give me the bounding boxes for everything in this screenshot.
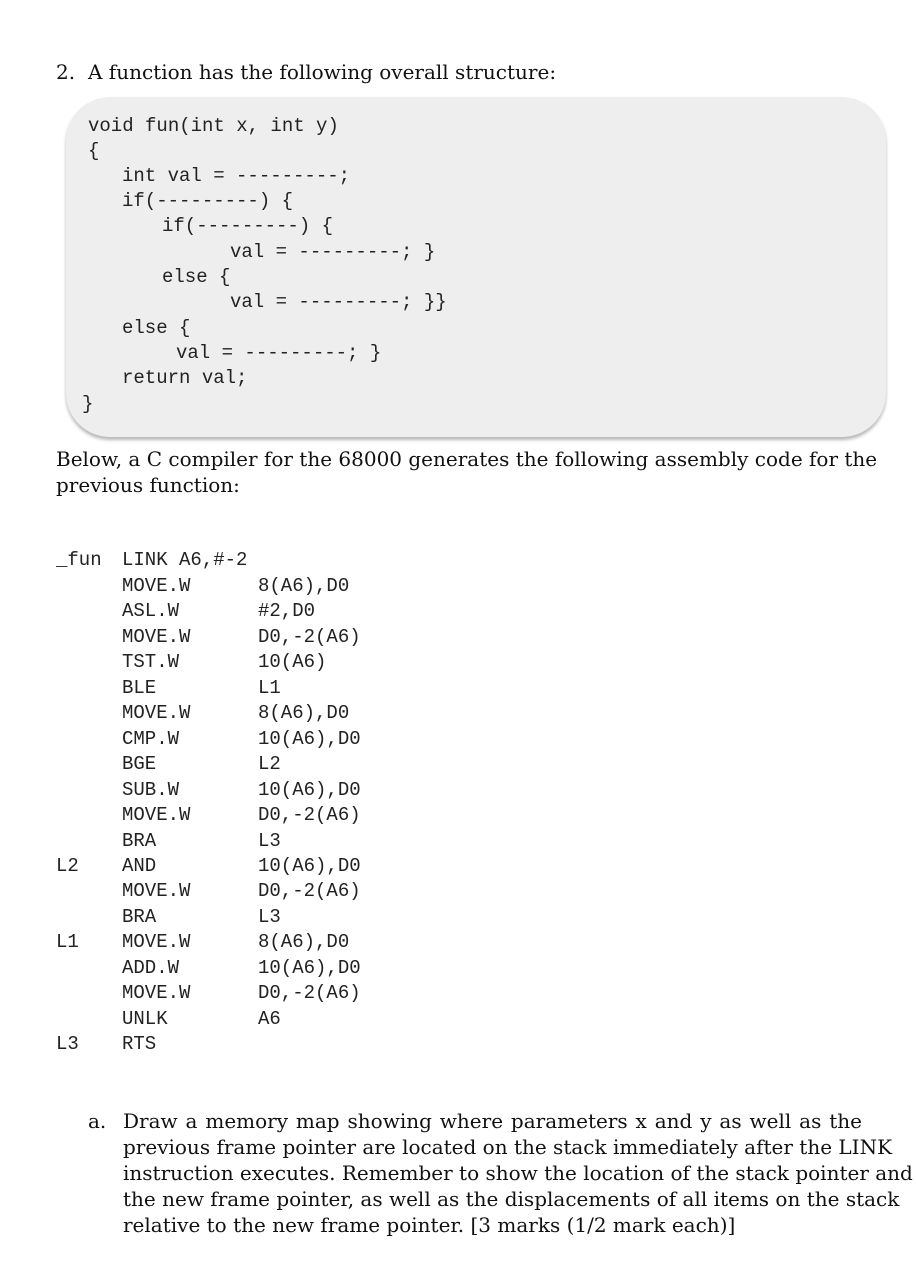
code-line: else {: [122, 317, 191, 339]
code-line: else {: [162, 266, 231, 288]
asm-arg: D0,-2(A6): [258, 804, 361, 826]
asm-arg: D0,-2(A6): [258, 880, 361, 902]
asm-op: MOVE.W: [122, 702, 191, 724]
code-line: if(---------) {: [122, 190, 294, 212]
asm-arg: 8(A6),D0: [258, 702, 350, 724]
question-text: A function has the following overall structure:: [88, 60, 557, 84]
code-line: val = ---------; }}: [230, 291, 447, 313]
question-header: [56, 60, 556, 84]
asm-op: MOVE.W: [122, 931, 191, 953]
part-a-line: instruction executes. Remember to show the location of the stack pointer and: [123, 1161, 913, 1185]
asm-op: RTS: [122, 1033, 157, 1055]
asm-op: MOVE.W: [122, 626, 191, 648]
code-line: int val = ---------;: [122, 165, 351, 187]
asm-arg: D0,-2(A6): [258, 982, 361, 1004]
asm-op: MOVE.W: [122, 575, 191, 597]
asm-arg: 10(A6),D0: [258, 855, 361, 877]
asm-arg: 10(A6): [258, 651, 327, 673]
asm-arg: D0,-2(A6): [258, 626, 361, 648]
asm-op: BLE: [122, 677, 157, 699]
asm-arg: 8(A6),D0: [258, 931, 350, 953]
code-line: return val;: [122, 367, 248, 389]
asm-arg: 10(A6),D0: [258, 957, 361, 979]
asm-label: L1: [56, 931, 79, 953]
asm-arg: 10(A6),D0: [258, 779, 361, 801]
asm-op: ASL.W: [122, 600, 180, 622]
part-a-line: the new frame pointer, as well as the displacements of all items on the stack: [123, 1187, 900, 1211]
asm-label: L3: [56, 1033, 79, 1055]
code-line: val = ---------; }: [230, 241, 436, 263]
asm-op: TST.W: [122, 651, 180, 673]
part-a-line: Draw a memory map showing where parameters x and y as well as the: [123, 1109, 862, 1133]
question-number: 2.: [56, 60, 76, 84]
asm-arg: L3: [258, 906, 281, 928]
asm-op: CMP.W: [122, 728, 180, 750]
intro-line-1: Below, a C compiler for the 68000 generates the following assembly code for the: [56, 447, 878, 471]
asm-op: ADD.W: [122, 957, 180, 979]
asm-op: BRA: [122, 906, 157, 928]
intro-paragraph: [56, 446, 878, 498]
asm-op: AND: [122, 855, 157, 877]
asm-label: L2: [56, 855, 79, 877]
code-line: }: [82, 393, 94, 415]
part-a-text: [123, 1108, 913, 1238]
code-line: val = ---------; }: [176, 342, 382, 364]
asm-op: MOVE.W: [122, 982, 191, 1004]
code-line: void fun(int x, int y): [88, 115, 339, 137]
intro-line-2: previous function:: [56, 473, 240, 497]
asm-op: SUB.W: [122, 779, 180, 801]
asm-arg: L3: [258, 830, 281, 852]
code-line: if(---------) {: [162, 215, 334, 237]
asm-op: BGE: [122, 753, 157, 775]
asm-arg: A6: [258, 1008, 281, 1030]
asm-op: UNLK: [122, 1008, 168, 1030]
part-a-line: previous frame pointer are located on the stack immediately after the LINK: [123, 1135, 893, 1159]
part-a-line: relative to the new frame pointer. [3 marks (1/2 mark each)]: [123, 1213, 736, 1237]
code-line: {: [88, 140, 100, 162]
asm-arg: L2: [258, 753, 281, 775]
asm-arg: L1: [258, 677, 281, 699]
asm-arg: 8(A6),D0: [258, 575, 350, 597]
asm-arg: #2,D0: [258, 600, 316, 622]
asm-label: _fun: [56, 549, 102, 571]
asm-op: MOVE.W: [122, 804, 191, 826]
asm-arg: 10(A6),D0: [258, 728, 361, 750]
part-a-letter: a.: [88, 1109, 107, 1133]
asm-op: LINK A6,#-2: [122, 549, 248, 571]
asm-op: BRA: [122, 830, 157, 852]
asm-op: MOVE.W: [122, 880, 191, 902]
